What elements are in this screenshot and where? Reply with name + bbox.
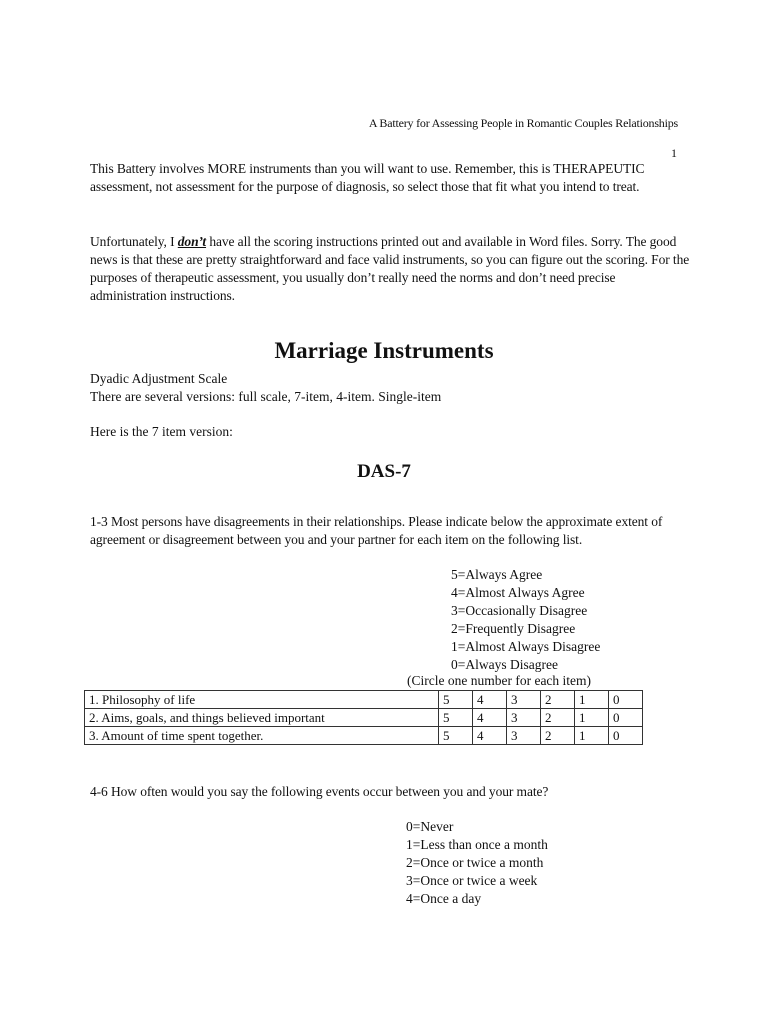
response-option[interactable]: 4 xyxy=(473,727,507,745)
table-row xyxy=(85,709,643,727)
response-option[interactable]: 2 xyxy=(541,709,575,727)
agreement-scale-option: 5=Always Agree xyxy=(451,567,543,582)
agreement-scale-option: 3=Occasionally Disagree xyxy=(451,603,588,618)
agreement-scale-option: 4=Almost Always Agree xyxy=(451,585,585,600)
table-row xyxy=(85,691,643,709)
intro-paragraph-2-rest: have all the scoring instructions printed out and available in Word files. Sorry. The good news is that these are pretty straightforward and face valid instruments, so you can figure out the scoring. For the purposes of therapeutic assessment, you usually don’t really need the norms and don’t need precise administration instructions. xyxy=(90,234,690,303)
response-option[interactable]: 4 xyxy=(473,709,507,727)
response-option[interactable]: 0 xyxy=(609,709,643,727)
response-option[interactable]: 2 xyxy=(541,727,575,745)
response-option[interactable]: 4 xyxy=(473,691,507,709)
version-lead: Here is the 7 item version: xyxy=(90,424,233,439)
circle-instruction: (Circle one number for each item) xyxy=(407,673,592,688)
das7-items-table xyxy=(84,690,643,745)
response-option[interactable]: 5 xyxy=(439,709,473,727)
frequency-scale xyxy=(406,818,548,908)
response-option[interactable]: 2 xyxy=(541,691,575,709)
response-option[interactable]: 5 xyxy=(439,691,473,709)
versions-note: There are several versions: full scale, 7-item, 4-item. Single-item xyxy=(90,389,442,404)
frequency-scale-option: 3=Once or twice a week xyxy=(406,873,538,888)
running-header: A Battery for Assessing People in Romantic Couples Relationships xyxy=(368,116,678,130)
page-number: 1 xyxy=(671,146,677,160)
response-option[interactable]: 1 xyxy=(575,727,609,745)
instructions-items-1-3: 1-3 Most persons have disagreements in their relationships. Please indicate below the approximate extent of agreement or disagreement between you and your partner for each item on the following list. xyxy=(90,514,663,547)
response-option[interactable]: 0 xyxy=(609,691,643,709)
table-row xyxy=(85,727,643,745)
frequency-scale-option: 0=Never xyxy=(406,819,454,834)
response-option[interactable]: 1 xyxy=(575,709,609,727)
agreement-scale xyxy=(451,566,600,674)
frequency-scale-option: 1=Less than once a month xyxy=(406,837,548,852)
intro-paragraph-2-start: Unfortunately, I xyxy=(90,234,178,249)
response-option[interactable]: 1 xyxy=(575,691,609,709)
response-option[interactable]: 0 xyxy=(609,727,643,745)
frequency-scale-option: 2=Once or twice a month xyxy=(406,855,544,870)
frequency-scale-option: 4=Once a day xyxy=(406,891,482,906)
response-option[interactable]: 5 xyxy=(439,727,473,745)
scale-name: Dyadic Adjustment Scale xyxy=(90,371,228,386)
agreement-scale-option: 1=Almost Always Disagree xyxy=(451,639,601,654)
agreement-scale-option: 2=Frequently Disagree xyxy=(451,621,576,636)
response-option[interactable]: 3 xyxy=(507,691,541,709)
response-option[interactable]: 3 xyxy=(507,727,541,745)
instructions-items-4-6: 4-6 How often would you say the following events occur between you and your mate? xyxy=(90,784,549,799)
response-option[interactable]: 3 xyxy=(507,709,541,727)
intro-paragraph-1: This Battery involves MORE instruments than you will want to use. Remember, this is THERAPEUTIC assessment, not assessment for the purpose of diagnosis, so select those that fit what you intend to treat. xyxy=(90,161,645,194)
emphasis-dont: don’t xyxy=(177,234,207,249)
agreement-scale-option: 0=Always Disagree xyxy=(451,657,558,672)
intro-paragraph-2 xyxy=(90,233,690,305)
das7-title: DAS-7 xyxy=(357,461,411,482)
item-label: 1. Philosophy of life xyxy=(85,691,439,709)
item-label: 2. Aims, goals, and things believed important xyxy=(85,709,439,727)
section-title: Marriage Instruments xyxy=(274,338,494,363)
item-label: 3. Amount of time spent together. xyxy=(85,727,439,745)
